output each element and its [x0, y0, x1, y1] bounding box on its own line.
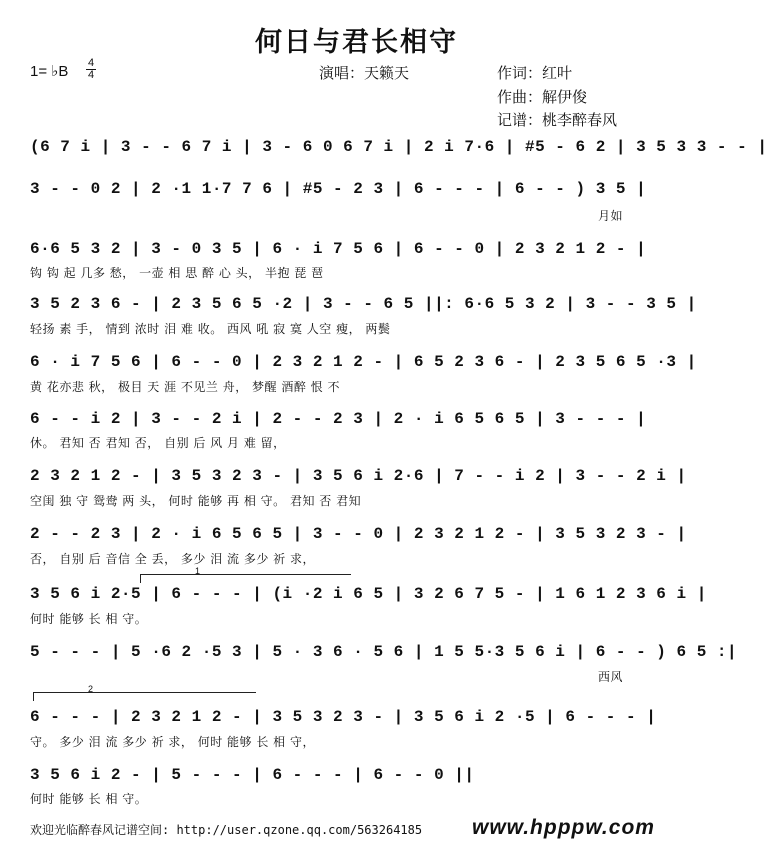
score-row-6-lyrics: 休。 君知 否 君知 否， 自别 后 风 月 难 留， [30, 436, 286, 450]
second-ending-bracket [33, 684, 256, 701]
score-row-2-notes: 3 - - 0 2 | 2 ·1 1·7 7 6 | #5 - 2 3 | 6 - - - | 6 - - ) 3 5 | [30, 180, 647, 198]
score-row-2-lyrics: 月如 [598, 209, 624, 223]
score-row-6-notes: 6 - - i 2 | 3 - - 2 i | 2 - - 2 3 | 2 · i 6 5 6 5 | 3 - - - | [30, 410, 647, 428]
song-title: 何日与君长相守 [255, 27, 458, 58]
score-row-12-notes: 3 5 6 i 2 - | 5 - - - | 6 - - - | 6 - - 0 || [30, 766, 475, 784]
second-ending-number: 2 [88, 684, 94, 694]
composer-credit: 作曲：解伊俊 [497, 88, 588, 106]
score-row-7-notes: 2 3 2 1 2 - | 3 5 3 2 3 - | 3 5 6 i 2·6 | 7 - - i 2 | 3 - - 2 i | [30, 467, 687, 485]
key-signature: 1= ♭B [30, 63, 69, 80]
score-row-8-lyrics: 否， 自别 后 音信 全 丢， 多少 泪 流 多少 祈 求， [30, 552, 315, 566]
score-row-4-lyrics: 轻扬 素 手， 情到 浓时 泪 难 收。 西风 吼 寂 寞 人空 瘦， 两鬓 [30, 322, 391, 336]
score-row-7-lyrics: 空闺 独 守 鸳鸯 两 头， 何时 能够 再 相 守。 君知 否 君知 [30, 494, 362, 508]
first-ending-number: 1 [195, 566, 201, 576]
score-row-5-notes: 6 · i 7 5 6 | 6 - - 0 | 2 3 2 1 2 - | 6 5 2 3 6 - | 2 3 5 6 5 ·3 | [30, 353, 697, 371]
score-row-12-lyrics: 何时 能够 长 相 守。 [30, 792, 148, 806]
time-numerator: 4 [87, 57, 95, 69]
first-ending-bracket [140, 566, 351, 583]
time-signature [86, 58, 96, 81]
score-row-8-notes: 2 - - 2 3 | 2 · i 6 5 6 5 | 3 - - 0 | 2 3 2 1 2 - | 3 5 3 2 3 - | [30, 525, 687, 543]
singer-credit: 演唱：天籁天 [319, 64, 410, 82]
score-row-5-lyrics: 黄 花亦悲 秋， 极目 天 涯 不见兰 舟， 梦醒 酒醉 恨 不 [30, 380, 340, 394]
site-watermark: www.hpppw.com [472, 816, 655, 839]
score-row-1-notes: (6 7 i | 3 - - 6 7 i | 3 - 6 0 6 7 i | 2 i 7·6 | #5 - 6 2 | 3 5 3 3 - - | [30, 138, 767, 156]
score-row-11-lyrics: 守。 多少 泪 流 多少 祈 求， 何时 能够 长 相 守， [30, 735, 315, 749]
footer-credit: 欢迎光临醉春风记谱空间: http://user.qzone.qq.com/563264185 [30, 823, 423, 837]
score-row-10-notes: 5 - - - | 5 ·6 2 ·5 3 | 5 · 3 6 · 5 6 | 1 5 5·3 5 6 i | 6 - - ) 6 5 :| [30, 643, 738, 661]
score-row-4-notes: 3 5 2 3 6 - | 2 3 5 6 5 ·2 | 3 - - 6 5 ||: 6·6 5 3 2 | 3 - - 3 5 | [30, 295, 697, 313]
score-row-3-notes: 6·6 5 3 2 | 3 - 0 3 5 | 6 · i 7 5 6 | 6 - - 0 | 2 3 2 1 2 - | [30, 240, 647, 258]
score-row-10-lyrics: 西风 [598, 670, 624, 684]
lyricist-credit: 作词：红叶 [497, 64, 573, 82]
score-row-9-lyrics: 何时 能够 长 相 守。 [30, 612, 148, 626]
score-row-11-notes: 6 - - - | 2 3 2 1 2 - | 3 5 3 2 3 - | 3 5 6 i 2 ·5 | 6 - - - | [30, 708, 657, 726]
score-row-9-notes: 3 5 6 i 2·5 | 6 - - - | (i ·2 i 6 5 | 3 2 6 7 5 - | 1 6 1 2 3 6 i | [30, 585, 707, 603]
score-row-3-lyrics: 钩 钩 起 几多 愁， 一壶 相 思 醉 心 头， 半抱 琵 琶 [30, 266, 324, 280]
transcriber-credit: 记谱：桃李醉春风 [497, 111, 618, 129]
time-denominator: 4 [87, 69, 95, 81]
